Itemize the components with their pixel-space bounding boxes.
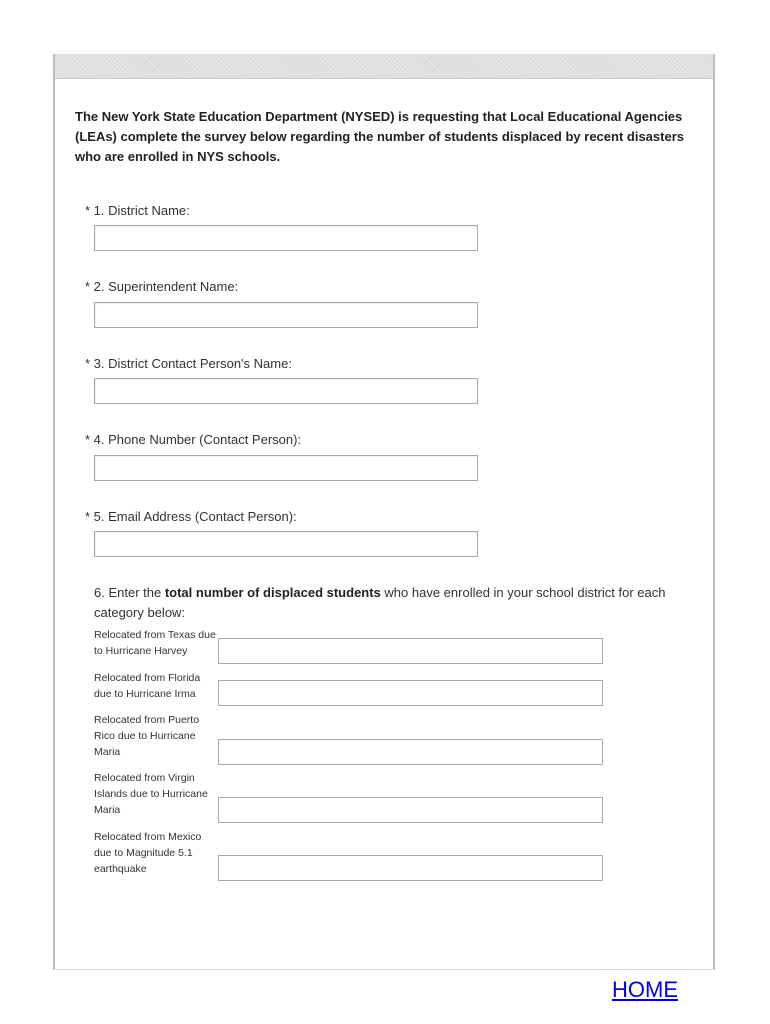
panel-header-bar [55, 54, 713, 79]
virgin-islands-maria-label: Relocated from Virgin Islands due to Hurricane Maria [94, 772, 208, 816]
texas-harvey-input[interactable] [218, 638, 603, 664]
q6-suffix: who have enrolled in your school district for each category below: [94, 585, 666, 620]
survey-intro: The New York State Education Department (NYSED) is requesting that Local Educational Agencies (LEAs) complete the survey below regarding the number of students displaced by recent disasters who are enrolled in NYS schools. [75, 109, 684, 164]
district-name-input[interactable] [94, 225, 478, 251]
q6-label [94, 583, 674, 623]
survey-panel [53, 54, 715, 970]
virgin-islands-maria-input[interactable] [218, 797, 603, 823]
texas-harvey-label: Relocated from Texas due to Hurricane Harvey [94, 629, 216, 657]
q1-label: * 1. District Name: [85, 203, 190, 218]
q2-label: * 2. Superintendent Name: [85, 279, 239, 294]
florida-irma-input[interactable] [218, 680, 603, 706]
q6-bold: total number of displaced students [164, 585, 381, 600]
q3-label: * 3. District Contact Person's Name: [85, 356, 292, 371]
superintendent-name-input[interactable] [94, 302, 478, 328]
puerto-rico-maria-input[interactable] [218, 739, 603, 765]
home-link[interactable]: HOME [612, 977, 678, 1002]
contact-email-input[interactable] [94, 531, 478, 557]
mexico-earthquake-label: Relocated from Mexico due to Magnitude 5.1 earthquake [94, 831, 202, 875]
florida-irma-label: Relocated from Florida due to Hurricane Irma [94, 672, 201, 700]
q4-label: * 4. Phone Number (Contact Person): [85, 432, 302, 447]
q6-prefix: 6. Enter the [94, 585, 165, 600]
puerto-rico-maria-label: Relocated from Puerto Rico due to Hurricane Maria [94, 714, 200, 758]
contact-person-name-input[interactable] [94, 378, 478, 404]
mexico-earthquake-input[interactable] [218, 855, 603, 881]
q5-label: * 5. Email Address (Contact Person): [85, 509, 297, 524]
contact-phone-input[interactable] [94, 455, 478, 481]
